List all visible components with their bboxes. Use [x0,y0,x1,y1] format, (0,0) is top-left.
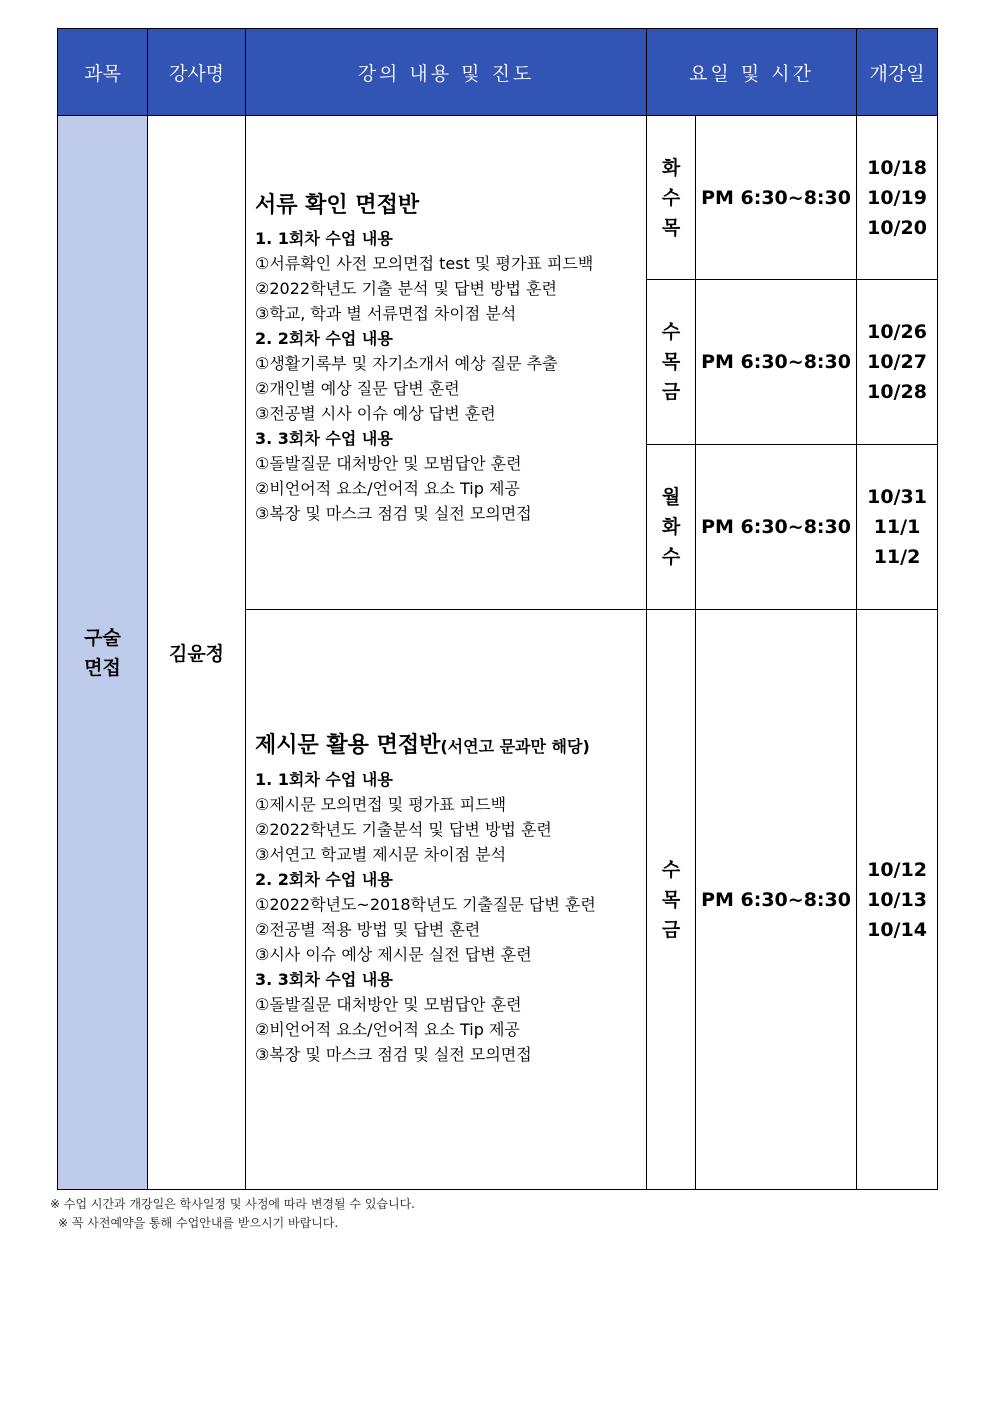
course2-time: PM 6:30~8:30 [696,610,857,1190]
lesson-item: ①서류확인 사전 모의면접 test 및 평가표 피드백 [255,254,594,273]
lesson-item: ①돌발질문 대처방안 및 모범답안 훈련 [255,995,522,1014]
day: 화 [661,156,681,179]
course1-s3-dates [857,445,938,610]
teacher-cell [148,116,246,1190]
day: 수 [661,546,681,568]
header-teacher: 강사명 [148,29,246,116]
subject-line-2: 면접 [84,656,121,679]
course1-lines [255,226,640,526]
date: 11/2 [873,546,921,568]
day: 수 [661,858,681,881]
teacher-name: 김윤정 [168,643,225,665]
date: 10/19 [867,186,927,209]
lesson-item: ②비언어적 요소/언어적 요소 Tip 제공 [255,479,520,498]
course1-s1-days [647,116,696,280]
lesson-item: ③시사 이슈 예상 제시문 실전 답변 훈련 [255,945,532,964]
session-heading: 2. 2회차 수업 내용 [255,329,393,348]
lesson-item: ②개인별 예상 질문 답변 훈련 [255,379,460,398]
lesson-item: ②비언어적 요소/언어적 요소 Tip 제공 [255,1020,520,1039]
course1-s2-time: PM 6:30~8:30 [696,280,857,445]
course2-title-note: (서연고 문과만 해당) [440,737,590,756]
course2-lines [255,767,640,1067]
header-row [58,29,938,116]
lesson-item: ①돌발질문 대처방안 및 모범답안 훈련 [255,454,522,473]
lesson-item: ③복장 및 마스크 점검 및 실전 모의면접 [255,1045,532,1064]
course1-s2-days [647,280,696,445]
course2-dates [857,610,938,1190]
lesson-item: ②2022학년도 기출 분석 및 답변 방법 훈련 [255,279,557,298]
course1-s3-days [647,445,696,610]
date: 10/26 [867,321,927,343]
date: 10/28 [867,381,927,403]
lesson-item: ①2022학년도~2018학년도 기출질문 답변 훈련 [255,895,596,914]
lesson-item: ③복장 및 마스크 점검 및 실전 모의면접 [255,504,532,523]
day: 화 [661,516,681,538]
course1-s3-time: PM 6:30~8:30 [696,445,857,610]
date: 10/31 [867,486,927,508]
date: 11/1 [873,516,921,538]
lesson-item: ③서연고 학교별 제시문 차이점 분석 [255,845,507,864]
course1-s2-dates [857,280,938,445]
lesson-item: ③전공별 시사 이슈 예상 답변 훈련 [255,404,496,423]
session-heading: 3. 3회차 수업 내용 [255,970,393,989]
date: 10/14 [867,918,927,941]
subject-cell [58,116,148,1190]
session-heading: 3. 3회차 수업 내용 [255,429,393,448]
day: 금 [661,918,681,941]
header-day-time: 요일 및 시간 [647,29,857,116]
date: 10/12 [867,858,927,881]
subject-line-1: 구술 [84,626,121,649]
course2-title [255,730,640,763]
course1-title: 서류 확인 면접반 [255,193,420,218]
day: 금 [661,381,681,403]
date: 10/27 [867,351,927,373]
course1-content [246,116,647,610]
course1-s1-dates [857,116,938,280]
lesson-item: ③학교, 학과 별 서류면접 차이점 분석 [255,304,517,323]
session-heading: 1. 1회차 수업 내용 [255,770,393,789]
footnote-1: ※ 수업 시간과 개강일은 학사일정 및 사정에 따라 변경될 수 있습니다. [50,1197,415,1211]
day: 수 [661,186,681,209]
lesson-item: ①생활기록부 및 자기소개서 예상 질문 추출 [255,354,558,373]
course2-title-main: 제시문 활용 면접반 [255,733,441,758]
day: 월 [661,486,681,508]
header-subject: 과목 [58,29,148,116]
date: 10/20 [867,216,927,239]
course1-session1-row [58,116,938,280]
date: 10/13 [867,888,927,911]
course2-days [647,610,696,1190]
day: 목 [661,351,681,373]
course2-content [246,610,647,1190]
lesson-item: ①제시문 모의면접 및 평가표 피드백 [255,795,507,814]
day: 수 [661,321,681,343]
footnotes [50,1195,415,1233]
schedule-table [57,28,938,1190]
header-start-date: 개강일 [857,29,938,116]
lesson-item: ②전공별 적용 방법 및 답변 훈련 [255,920,481,939]
day: 목 [661,888,681,911]
course1-s1-time: PM 6:30~8:30 [696,116,857,280]
schedule-table-wrapper [57,28,937,1190]
day: 목 [661,216,681,239]
lesson-item: ②2022학년도 기출분석 및 답변 방법 훈련 [255,820,552,839]
session-heading: 1. 1회차 수업 내용 [255,229,393,248]
date: 10/18 [867,156,927,179]
header-content: 강의 내용 및 진도 [246,29,647,116]
footnote-2: ※ 꼭 사전예약을 통해 수업안내를 받으시기 바랍니다. [58,1216,339,1230]
session-heading: 2. 2회차 수업 내용 [255,870,393,889]
